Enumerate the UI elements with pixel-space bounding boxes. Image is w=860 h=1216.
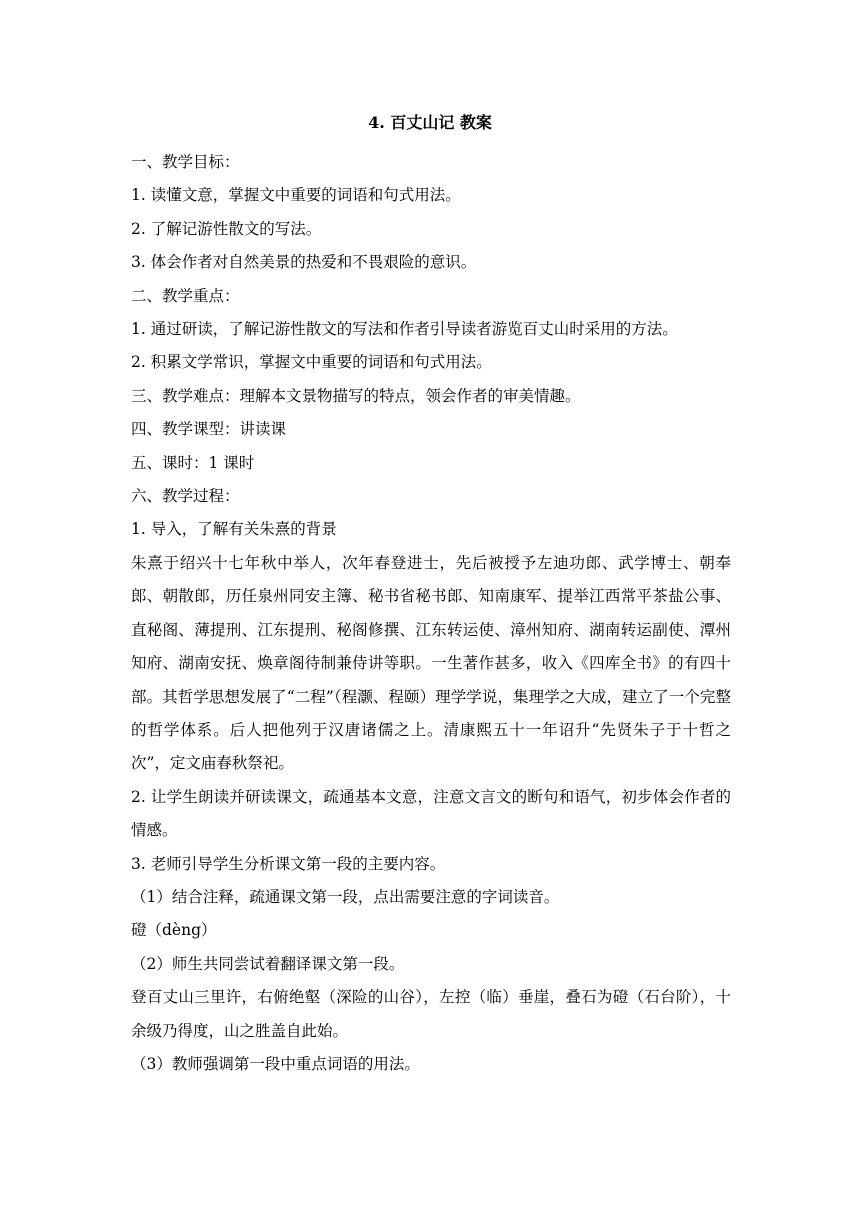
document-body <box>131 146 731 1081</box>
process-step: 3. 老师引导学生分析课文第一段的主要内容。 <box>131 854 446 873</box>
translation-paragraph: 登百丈山三里许，右俯绝壑（深险的山谷），左控（临）垂崖，叠石为磴（石台阶），十余级乃得度，山之胜盖自此始。 <box>131 988 731 1040</box>
key-point-item: 2. 积累文学常识，掌握文中重要的词语和句式用法。 <box>131 353 492 372</box>
document-title: 4. 百丈山记 教案 <box>368 113 492 132</box>
section-heading-lesson-type: 四、教学课型：讲读课 <box>131 420 287 439</box>
process-step: 1. 导入，了解有关朱熹的背景 <box>131 520 337 539</box>
objective-item: 3. 体会作者对自然美景的热爱和不畏艰险的意识。 <box>131 253 477 272</box>
section-heading-periods: 五、课时：1 课时 <box>131 453 255 472</box>
background-paragraph: 朱熹于绍兴十七年秋中举人，次年春登进士，先后被授予左迪功郎、武学博士、朝奉郎、朝散郎，历任泉州同安主簿、秘书省秘书郎、知南康军、提举江西常平茶盐公事、直秘阁、薄提刑、江东提刑、秘阁修撰、江东转运使、漳州知府、湖南转运副使、潭州知府、湖南安抚、焕章阁待制兼侍讲等职。一生著作甚多，收入《四库全书》的有四十部。其哲学思想发展了“二程”（程灏、程颐）理学学说，集理学之大成，建立了一个完整的哲学体系。后人把他列于汉唐诸儒之上。清康熙五十一年诏升“先贤朱子于十哲之次”，定文庙春秋祭祀。 <box>131 553 731 773</box>
sub-step: （1）结合注释，疏通课文第一段，点出需要注意的字词读音。 <box>131 887 560 906</box>
objective-item: 2. 了解记游性散文的写法。 <box>131 219 322 238</box>
key-point-item: 1. 通过研读，了解记游性散文的写法和作者引导读者游览百丈山时采用的方法。 <box>131 320 678 339</box>
process-step: 2. 让学生朗读并研读课文，疏通基本文意，注意文言文的断句和语气，初步体会作者的情感。 <box>131 787 731 840</box>
section-heading-objectives: 一、教学目标： <box>131 153 240 171</box>
sub-step: （2）师生共同尝试着翻译课文第一段。 <box>131 954 405 973</box>
sub-step: （3）教师强调第一段中重点词语的用法。 <box>131 1054 420 1073</box>
section-heading-process: 六、教学过程： <box>131 487 240 506</box>
section-heading-difficulties: 三、教学难点：理解本文景物描写的特点，领会作者的审美情趣。 <box>131 386 581 405</box>
objective-item: 1. 读懂文意，掌握文中重要的词语和句式用法。 <box>131 186 461 205</box>
pronunciation-note: 磴（dèng） <box>131 921 217 940</box>
section-heading-key-points: 二、教学重点： <box>131 286 240 305</box>
